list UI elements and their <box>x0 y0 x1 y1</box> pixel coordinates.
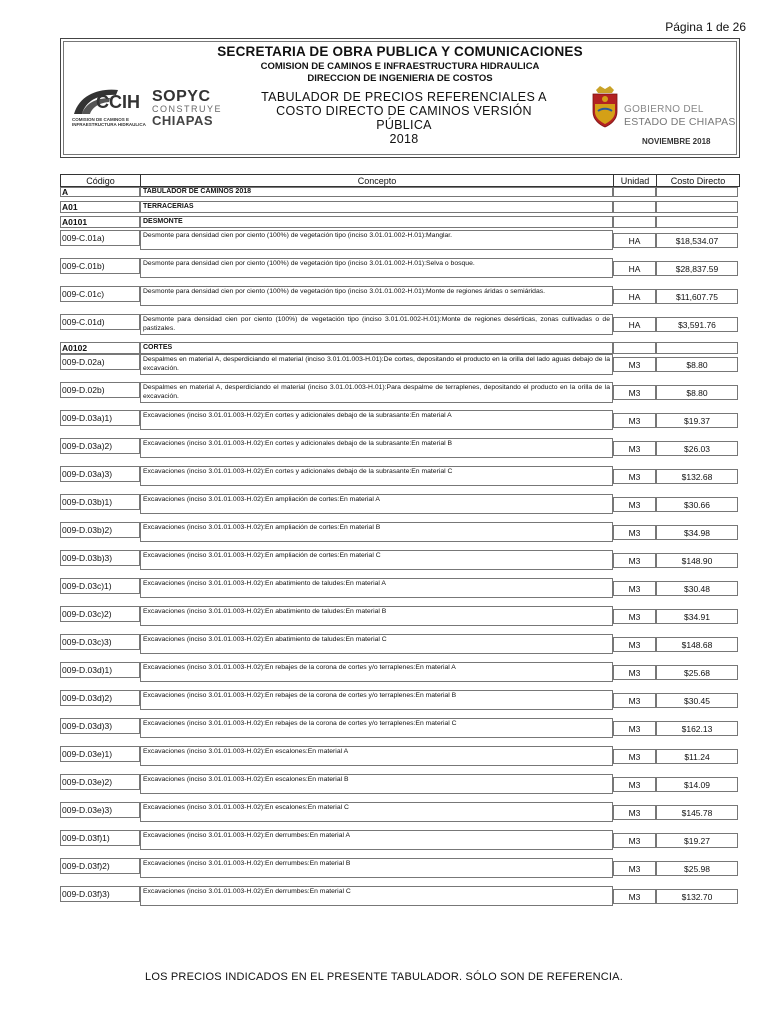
row-concept: Desmonte para densidad cien por ciento (100%) de vegetación tipo (inciso 3.01.01.002-H.01):Selva o bosque. <box>140 258 613 278</box>
row-cost: $25.98 <box>656 861 738 876</box>
sopyc-logo-construye: CONSTRUYE <box>152 104 223 114</box>
row-code: 009-D.03d)1) <box>60 662 140 678</box>
section-row <box>60 216 740 228</box>
row-concept: Excavaciones (inciso 3.01.01.003-H.02):En derrumbes:En material A <box>140 830 613 850</box>
row-concept: Excavaciones (inciso 3.01.01.003-H.02):En derrumbes:En material C <box>140 886 613 906</box>
row-cost: $25.68 <box>656 665 738 680</box>
row-concept: Excavaciones (inciso 3.01.01.003-H.02):En rebajes de la corona de cortes y/o terraplenes:En material C <box>140 718 613 738</box>
row-concept: Excavaciones (inciso 3.01.01.003-H.02):En rebajes de la corona de cortes y/o terraplenes:En material B <box>140 690 613 710</box>
row-code: 009-C.01c) <box>60 286 140 302</box>
header-concepto: Concepto <box>141 175 614 187</box>
crest-shape <box>590 84 620 128</box>
row-code: 009-D.02a) <box>60 354 140 370</box>
document-date: NOVIEMBRE 2018 <box>642 137 711 146</box>
row-unit: M3 <box>613 413 656 428</box>
row-cost: $132.70 <box>656 889 738 904</box>
section-code: A0101 <box>60 216 140 228</box>
row-code: 009-C.01d) <box>60 314 140 330</box>
section-row <box>60 342 740 354</box>
section-concept: CORTES <box>140 342 613 354</box>
row-unit: M3 <box>613 693 656 708</box>
row-unit: M3 <box>613 637 656 652</box>
row-concept: Excavaciones (inciso 3.01.01.003-H.02):En abatimiento de taludes:En material C <box>140 634 613 654</box>
row-unit: M3 <box>613 581 656 596</box>
row-code: 009-C.01a) <box>60 230 140 246</box>
row-concept: Excavaciones (inciso 3.01.01.003-H.02):En escalones:En material A <box>140 746 613 766</box>
table-row <box>60 382 740 402</box>
row-code: 009-D.03c)1) <box>60 578 140 594</box>
row-code: 009-D.03a)1) <box>60 410 140 426</box>
row-cost: $26.03 <box>656 441 738 456</box>
row-unit: M3 <box>613 609 656 624</box>
section-unit-empty <box>613 201 656 213</box>
table-row <box>60 774 740 794</box>
row-concept: Excavaciones (inciso 3.01.01.003-H.02):En cortes y adicionales debajo de la subrasante:En material C <box>140 466 613 486</box>
row-code: 009-D.03a)3) <box>60 466 140 482</box>
section-cost-empty <box>656 342 738 354</box>
row-concept: Excavaciones (inciso 3.01.01.003-H.02):En ampliación de cortes:En material C <box>140 550 613 570</box>
row-code: 009-D.03f)3) <box>60 886 140 902</box>
table-row <box>60 494 740 514</box>
row-concept: Desmonte para densidad cien por ciento (100%) de vegetación tipo (inciso 3.01.01.002-H.01):Manglar. <box>140 230 613 250</box>
row-code: 009-D.03c)2) <box>60 606 140 622</box>
section-row <box>60 187 740 197</box>
table-row <box>60 550 740 570</box>
table-row <box>60 606 740 626</box>
row-cost: $19.27 <box>656 833 738 848</box>
row-code: 009-D.03a)2) <box>60 438 140 454</box>
row-cost: $148.68 <box>656 637 738 652</box>
row-cost: $8.80 <box>656 385 738 400</box>
document-title <box>254 90 554 146</box>
section-concept: TABULADOR DE CAMINOS 2018 <box>140 187 613 197</box>
row-unit: M3 <box>613 833 656 848</box>
table-row <box>60 466 740 486</box>
header-line2: COMISION DE CAMINOS E INFRAESTRUCTURA HIDRAULICA <box>260 61 540 72</box>
row-unit: HA <box>613 233 656 248</box>
row-concept: Despalmes en material A, desperdiciando el material (inciso 3.01.01.003-H.01):Para despalme de terraplenes, depositando el producto en la orilla de la excavación. <box>140 382 613 403</box>
footer-disclaimer: LOS PRECIOS INDICADOS EN EL PRESENTE TABULADOR. SÓLO SON DE REFERENCIA. <box>145 971 623 983</box>
row-code: 009-C.01b) <box>60 258 140 274</box>
row-code: 009-D.02b) <box>60 382 140 398</box>
section-concept: TERRACERIAS <box>140 201 613 213</box>
table-row <box>60 230 740 250</box>
row-concept: Excavaciones (inciso 3.01.01.003-H.02):En cortes y adicionales debajo de la subrasante:En material B <box>140 438 613 458</box>
section-unit-empty <box>613 187 656 197</box>
section-concept: DESMONTE <box>140 216 613 228</box>
row-cost: $11.24 <box>656 749 738 764</box>
table-header <box>60 174 740 187</box>
row-unit: M3 <box>613 385 656 400</box>
section-code: A01 <box>60 201 140 213</box>
title-line3: 2018 <box>389 132 419 146</box>
row-code: 009-D.03f)2) <box>60 858 140 874</box>
row-code: 009-D.03b)1) <box>60 494 140 510</box>
table-row <box>60 258 740 278</box>
gobierno-line1: GOBIERNO DEL <box>624 104 704 115</box>
row-code: 009-D.03e)1) <box>60 746 140 762</box>
row-unit: M3 <box>613 357 656 372</box>
section-unit-empty <box>613 342 656 354</box>
table-row <box>60 718 740 738</box>
row-unit: M3 <box>613 497 656 512</box>
gobierno-line2: ESTADO DE CHIAPAS <box>624 116 736 128</box>
chiapas-crest-icon <box>590 84 620 128</box>
table-row <box>60 578 740 598</box>
section-cost-empty <box>656 201 738 213</box>
row-unit: HA <box>613 317 656 332</box>
section-cost-empty <box>656 216 738 228</box>
row-unit: M3 <box>613 441 656 456</box>
header-codigo: Código <box>61 175 141 187</box>
row-cost: $14.09 <box>656 777 738 792</box>
row-code: 009-D.03d)3) <box>60 718 140 734</box>
row-unit: HA <box>613 289 656 304</box>
row-code: 009-D.03b)2) <box>60 522 140 538</box>
row-concept: Desmonte para densidad cien por ciento (100%) de vegetación tipo (inciso 3.01.01.002-H.01):Monte de regiones áridas o semiáridas. <box>140 286 613 306</box>
row-concept: Excavaciones (inciso 3.01.01.003-H.02):En abatimiento de taludes:En material A <box>140 578 613 598</box>
table-row <box>60 522 740 542</box>
row-cost: $148.90 <box>656 553 738 568</box>
row-cost: $28,837.59 <box>656 261 738 276</box>
page-number: Página 1 de 26 <box>665 20 746 34</box>
ccih-logo <box>70 86 150 130</box>
table-row <box>60 858 740 878</box>
row-unit: M3 <box>613 777 656 792</box>
header-line3: DIRECCION DE INGENIERIA DE COSTOS <box>307 73 493 84</box>
ccih-logo-subtext: COMISION DE CAMINOS E INFRAESTRUCTURA HIDRAULICA <box>72 117 146 127</box>
title-line2: COSTO DIRECTO DE CAMINOS VERSIÓN PÚBLICA <box>276 104 532 132</box>
row-code: 009-D.03c)3) <box>60 634 140 650</box>
row-unit: M3 <box>613 469 656 484</box>
row-code: 009-D.03f)1) <box>60 830 140 846</box>
section-code: A <box>60 187 140 197</box>
row-concept: Excavaciones (inciso 3.01.01.003-H.02):En cortes y adicionales debajo de la subrasante:En material A <box>140 410 613 430</box>
row-concept: Excavaciones (inciso 3.01.01.003-H.02):En escalones:En material C <box>140 802 613 822</box>
row-unit: M3 <box>613 749 656 764</box>
section-cost-empty <box>656 187 738 197</box>
table-row <box>60 438 740 458</box>
row-concept: Desmonte para densidad cien por ciento (100%) de vegetación tipo (inciso 3.01.01.002-H.01):Monte de regiones desérticas, zonas cultivadas o de pastizales. <box>140 314 613 335</box>
table-row <box>60 746 740 766</box>
row-unit: M3 <box>613 665 656 680</box>
section-code: A0102 <box>60 342 140 354</box>
row-unit: M3 <box>613 553 656 568</box>
row-cost: $8.80 <box>656 357 738 372</box>
row-code: 009-D.03d)2) <box>60 690 140 706</box>
row-unit: M3 <box>613 861 656 876</box>
sopyc-logo-chiapas: CHIAPAS <box>152 113 214 128</box>
row-concept: Excavaciones (inciso 3.01.01.003-H.02):En escalones:En material B <box>140 774 613 794</box>
row-cost: $34.98 <box>656 525 738 540</box>
section-row <box>60 201 740 213</box>
row-code: 009-D.03e)3) <box>60 802 140 818</box>
table-row <box>60 354 740 374</box>
row-cost: $30.48 <box>656 581 738 596</box>
table-row <box>60 690 740 710</box>
table-row <box>60 314 740 334</box>
row-concept: Excavaciones (inciso 3.01.01.003-H.02):En abatimiento de taludes:En material B <box>140 606 613 626</box>
header-costo: Costo Directo <box>670 176 726 186</box>
table-row <box>60 886 740 906</box>
table-row <box>60 410 740 430</box>
row-unit: M3 <box>613 721 656 736</box>
table-row <box>60 634 740 654</box>
header-line1: SECRETARIA DE OBRA PUBLICA Y COMUNICACIONES <box>217 44 583 59</box>
ccih-logo-text: CCIH <box>96 92 140 112</box>
table-row <box>60 286 740 306</box>
row-cost: $162.13 <box>656 721 738 736</box>
table-row <box>60 830 740 850</box>
row-cost: $19.37 <box>656 413 738 428</box>
row-unit: M3 <box>613 805 656 820</box>
sopyc-logo-word: SOPYC <box>152 88 211 105</box>
row-unit: M3 <box>613 525 656 540</box>
section-unit-empty <box>613 216 656 228</box>
row-cost: $30.66 <box>656 497 738 512</box>
header-unidad: Unidad <box>614 175 657 187</box>
row-unit: HA <box>613 261 656 276</box>
row-cost: $11,607.75 <box>656 289 738 304</box>
title-line1: TABULADOR DE PRECIOS REFERENCIALES A <box>261 90 547 104</box>
header-frame <box>63 41 737 155</box>
row-cost: $34.91 <box>656 609 738 624</box>
row-cost: $145.78 <box>656 805 738 820</box>
row-cost: $132.68 <box>656 469 738 484</box>
row-code: 009-D.03e)2) <box>60 774 140 790</box>
sopyc-logo <box>152 88 246 128</box>
row-cost: $18,534.07 <box>656 233 738 248</box>
row-concept: Excavaciones (inciso 3.01.01.003-H.02):En rebajes de la corona de cortes y/o terraplenes:En material A <box>140 662 613 682</box>
row-concept: Excavaciones (inciso 3.01.01.003-H.02):En ampliación de cortes:En material B <box>140 522 613 542</box>
table-row <box>60 662 740 682</box>
row-code: 009-D.03b)3) <box>60 550 140 566</box>
row-concept: Excavaciones (inciso 3.01.01.003-H.02):En derrumbes:En material B <box>140 858 613 878</box>
table-row <box>60 802 740 822</box>
row-cost: $30.45 <box>656 693 738 708</box>
document-header <box>60 38 740 158</box>
row-concept: Excavaciones (inciso 3.01.01.003-H.02):En ampliación de cortes:En material A <box>140 494 613 514</box>
row-cost: $3,591.76 <box>656 317 738 332</box>
row-concept: Despalmes en material A, desperdiciando el material (inciso 3.01.01.003-H.01):De cortes, depositando el producto en la orilla del lado aguas debajo de la excavación. <box>140 354 613 375</box>
row-unit: M3 <box>613 889 656 904</box>
